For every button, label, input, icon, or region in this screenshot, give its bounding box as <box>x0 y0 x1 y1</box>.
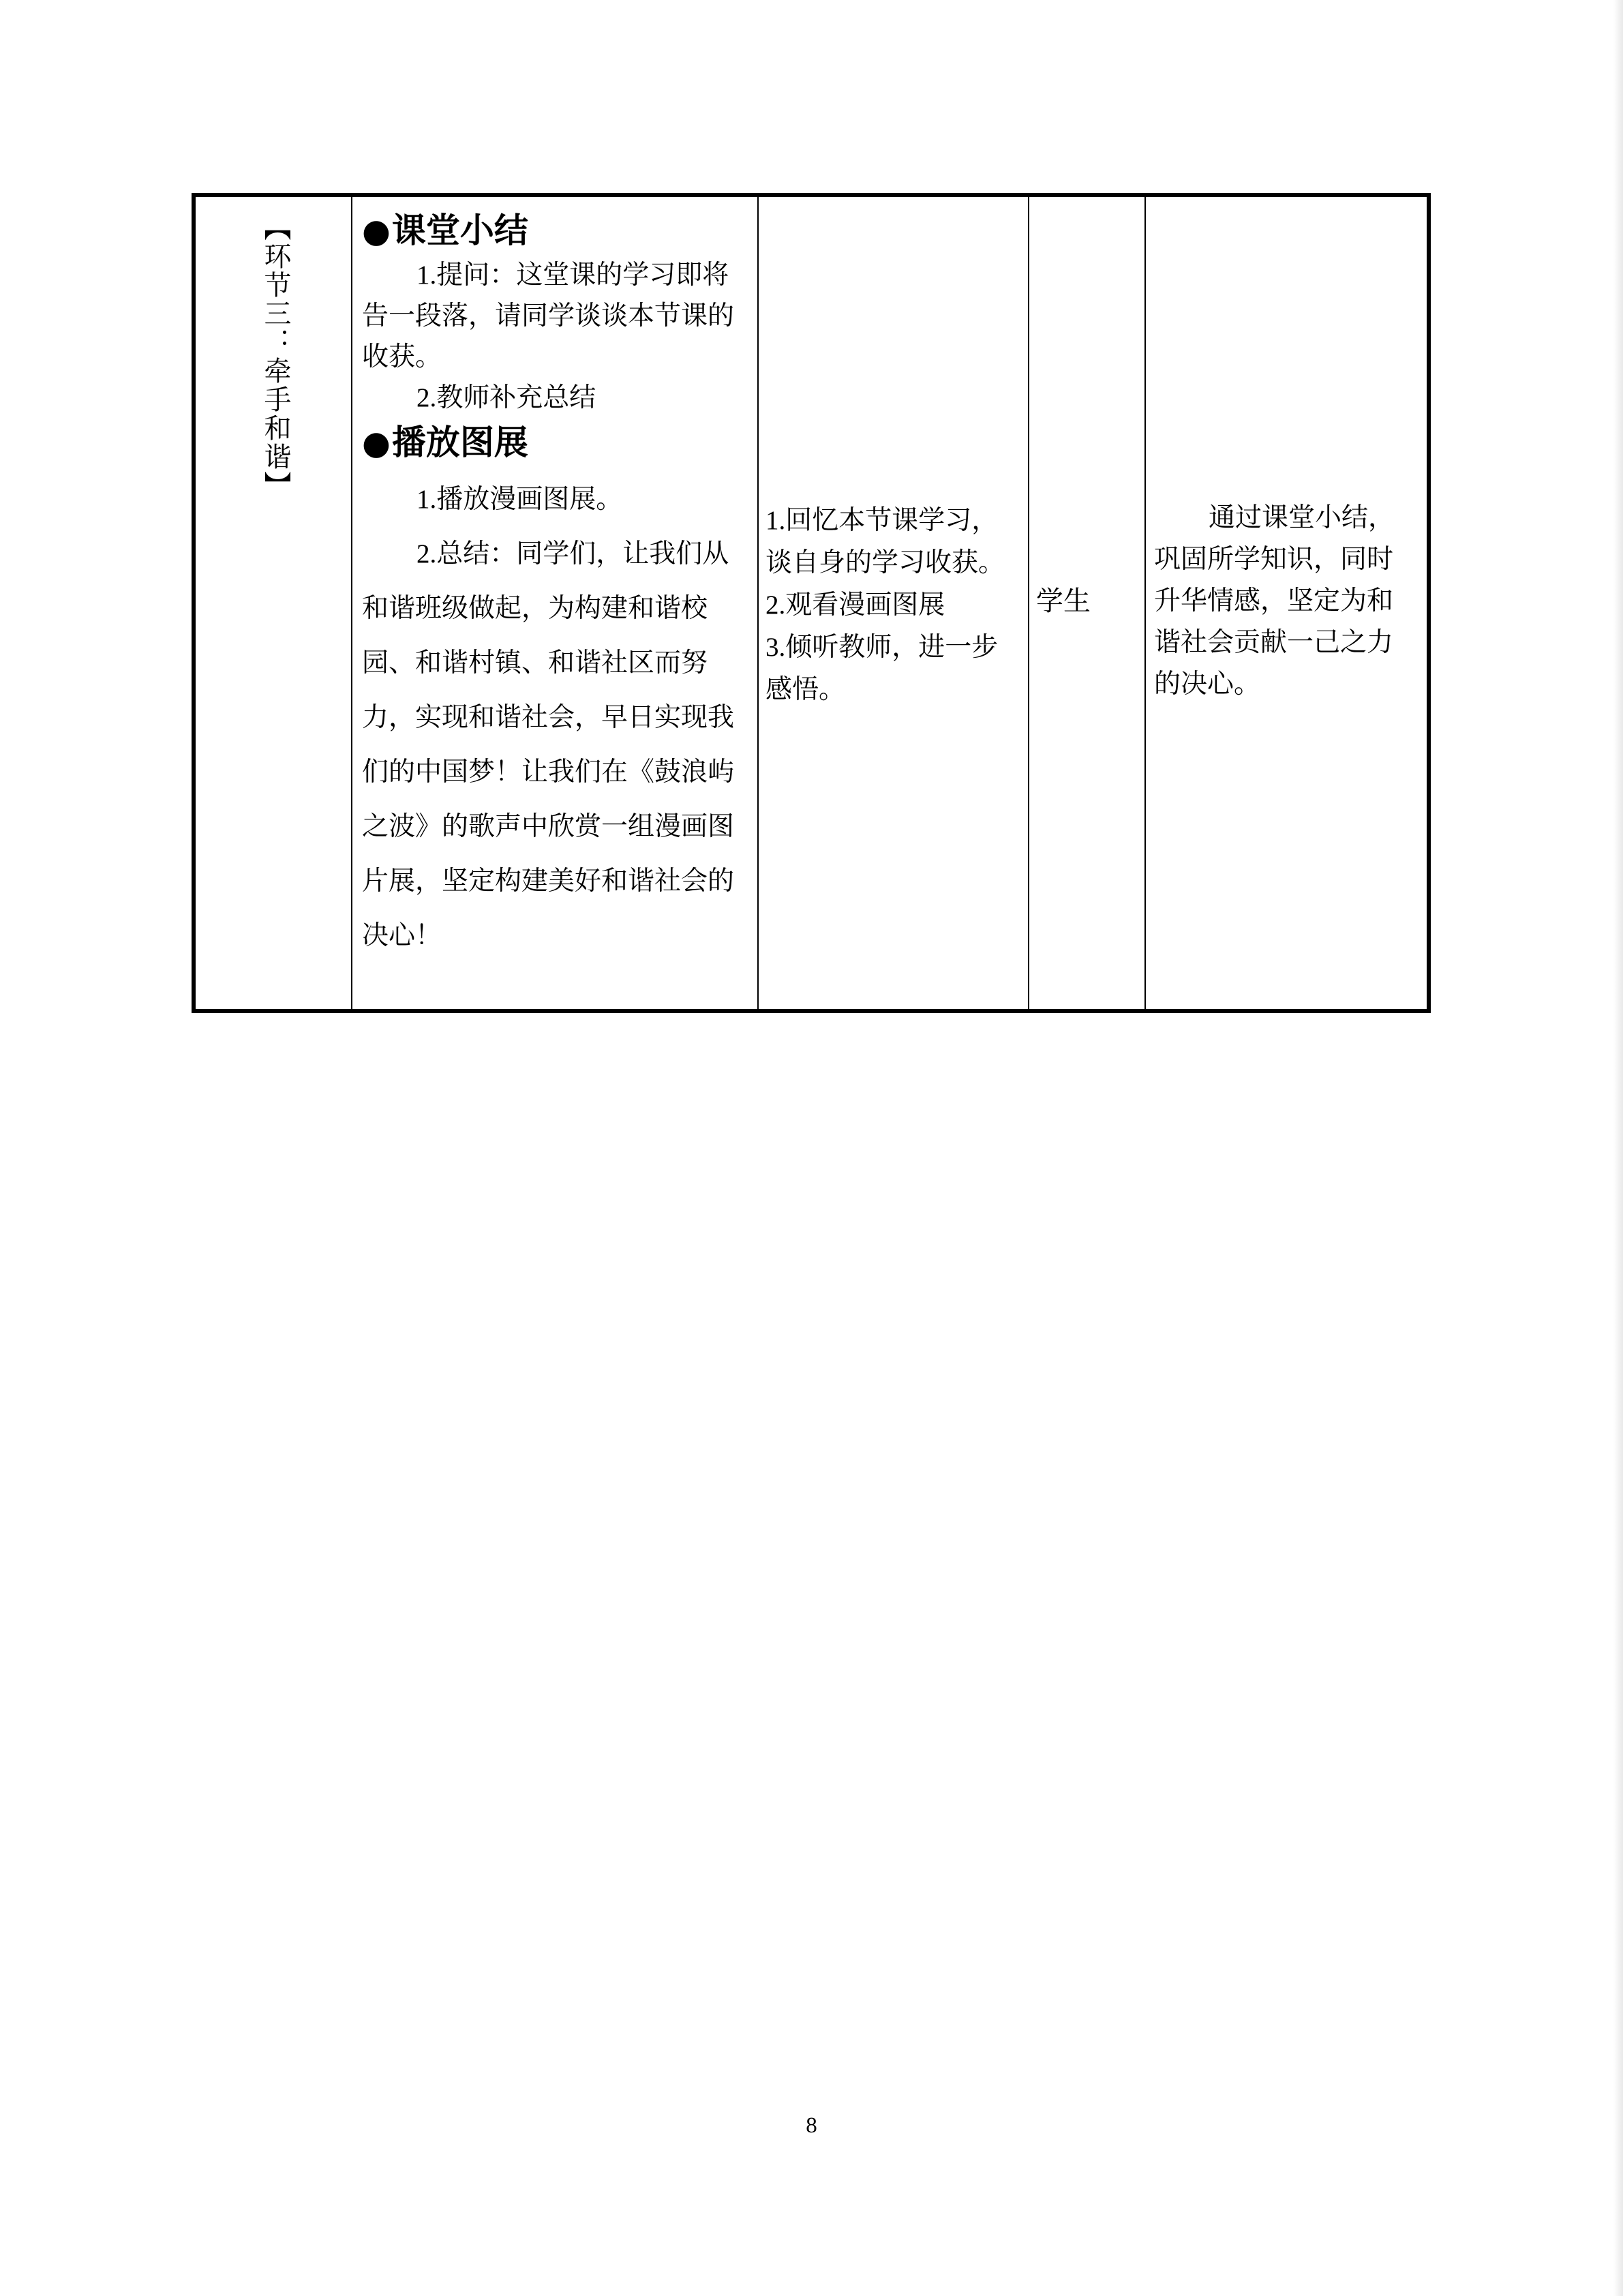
stage-cell <box>196 197 351 1009</box>
lesson-plan-table <box>192 193 1431 1013</box>
section-heading-label: 播放图展 <box>391 423 528 462</box>
section-heading-label: 课堂小结 <box>391 211 528 250</box>
page-number: 8 <box>806 2113 817 2138</box>
bullet-icon: ● <box>362 212 391 250</box>
student-activity-item: 2.观看漫画图展 <box>765 590 945 620</box>
column-divider <box>1028 197 1029 1009</box>
stage-title: 【环节三：牵手和谐】 <box>260 213 291 500</box>
purpose-text: 通过课堂小结，巩固所学知识，同时升华情感，坚定为和谐社会贡献一己之力的决心。 <box>1154 503 1395 699</box>
purpose-cell <box>1147 197 1427 1009</box>
student-activity-item: 1.回忆本节课学习，谈自身的学习收获。 <box>765 506 1005 577</box>
section-heading-exhibition <box>362 419 750 467</box>
summary-item: 2.教师补充总结 <box>416 383 596 412</box>
column-divider <box>351 197 352 1009</box>
teacher-activity-cell <box>354 197 757 1009</box>
role-cell <box>1031 197 1144 1009</box>
column-divider <box>757 197 759 1009</box>
summary-item: 1.提问：这堂课的学习即将告一段落，请同学谈谈本节课的收获。 <box>362 260 735 372</box>
column-divider <box>1144 197 1146 1009</box>
bullet-icon: ● <box>362 424 391 462</box>
section-heading-summary <box>362 207 750 255</box>
student-activity-item: 3.倾听教师，进一步感悟。 <box>765 633 999 704</box>
exhibition-item: 1.播放漫画图展。 <box>416 485 623 514</box>
page-edge-shadow <box>1613 0 1623 2296</box>
exhibition-item: 2.总结：同学们，让我们从和谐班级做起，为构建和谐校园、和谐村镇、和谐社区而努力，实现和谐社会，早日实现我们的中国梦！让我们在《鼓浪屿之波》的歌声中欣赏一组漫画图片展，坚定构建美好和谐社会的决心！ <box>362 539 735 950</box>
student-activity-cell <box>760 197 1028 1009</box>
role-text: 学生 <box>1036 586 1091 616</box>
